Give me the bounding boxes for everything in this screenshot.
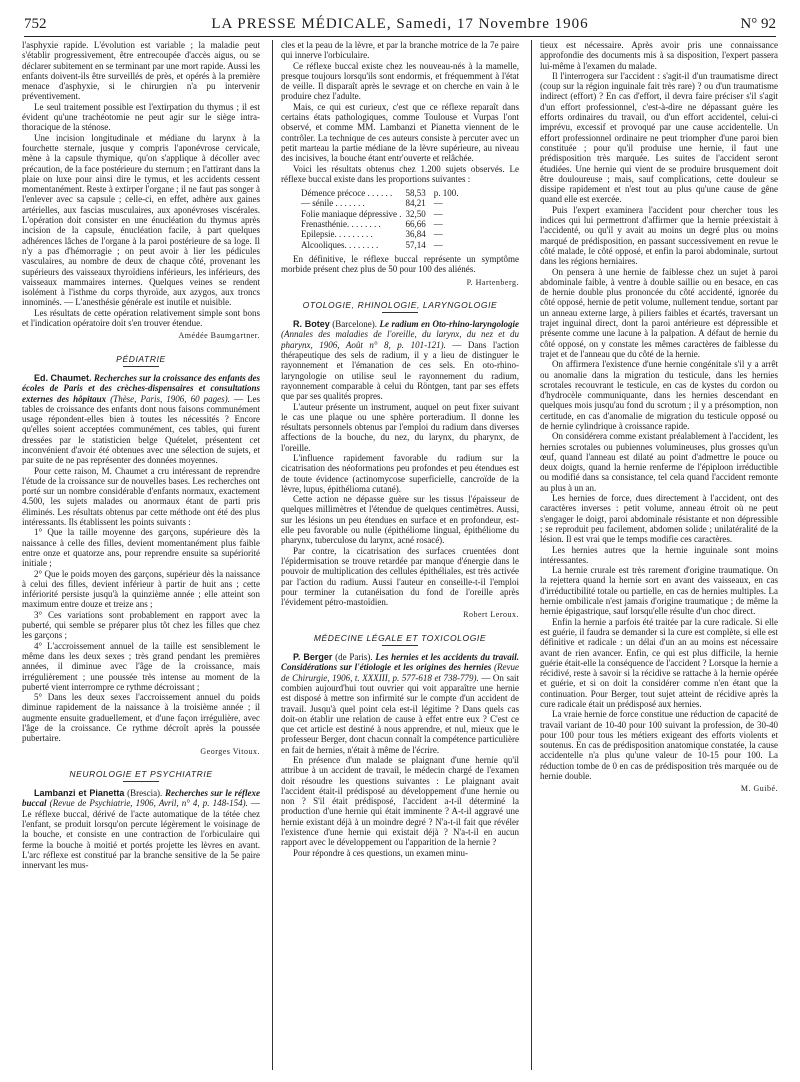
review-place: (Brescia).: [127, 788, 163, 799]
stats-label: Frenasthénie. . . . . . . .: [301, 219, 381, 230]
paragraph: Pour cette raison, M. Chaumet a cru intéressant de reprendre l'étude de la croissance sur de nouvelles bases. Les recherches ont porté sur un nombre considérable d'enfants normaux, exactement 4.500, les sujets malades ou anormaux étant de parti pris éliminés. Les résultats obtenus par cette méthode ont été des plus intéressants. Ils établissent les points suivants :: [22, 465, 260, 528]
paragraph: La hernie crurale est très rarement d'origine traumatique. On la rejettera quand la hernie sort en avant des vaisseaux, en cas d'irréductibilité totale ou partielle, en cas de hernies multiples. La hernie ombilicale n'est jamais d'origine traumatique ; de même la hernie épigastrique, sauf lorsqu'elle résulte d'un choc direct.: [540, 565, 778, 617]
review-author: Ed. Chaumet.: [34, 372, 92, 383]
stats-unit: —: [433, 198, 443, 209]
stats-value: 66,66: [405, 219, 426, 230]
review-entry: [281, 319, 519, 401]
review-source: (Annales des maladies de l'oreille, du larynx, du nez et du pharynx, 1906, Août n° 8, p. 101-121).: [281, 329, 519, 350]
paragraph: Ce réflexe buccal existe chez les nouveau-nés à la mamelle, presque toujours lorsqu'ils sont endormis, et fréquemment à l'état de veille. Il disparaît après le sevrage et on cherche en vain à le produire chez l'adulte.: [281, 60, 519, 102]
stats-row: [301, 219, 462, 229]
stats-value: 58,53: [405, 188, 426, 199]
stats-label: — sénile . . . . . . .: [301, 198, 365, 209]
review-text: — Le réflexe buccal, dérivé de l'acte automatique de la tétée chez l'enfant, se produit lorsqu'on percute légèrement le voisinage de la bouche, et consiste en une contraction de l'orbiculaire qui ferme la bouche à moitié et portés projette les lèvres en avant. L'arc réflexe est constitué par la branche sensitive de la 5e paire innervant les mus-: [22, 798, 260, 871]
column-divider: [531, 40, 532, 1070]
paragraph: La vraie hernie de force constitue une réduction de capacité de travail variant de 10-40 pour 100 suivant la profession, de 30-40 pour 100 pour tous les métiers exigeant des efforts violents et soutenus. En cas de prédisposition anatomique constatée, la cause accidentelle n'a plus qu'une valeur de 10-15 pour 100. La réduction tombe de 0 en cas de prédisposition très marquée ou de hernie double.: [540, 709, 778, 782]
page-header: [24, 14, 776, 38]
section-underline: [382, 312, 418, 313]
review-entry: [22, 788, 260, 870]
stats-label: Epilepsie. . . . . . . . .: [301, 229, 373, 240]
paragraph: Voici les résultats obtenus chez 1.200 sujets observés. Le réflexe buccal existe dans les proportions suivantes :: [281, 163, 519, 184]
section-heading-pediatrie: [22, 354, 260, 367]
column-middle: [281, 40, 519, 1076]
section-underline: [123, 781, 159, 782]
paragraph: On pensera à une hernie de faiblesse chez un sujet à paroi abdominale faible, à ventre à double saillie ou en besace, en cas de hernie double plus prononcée du côté accidenté, ignorée du côté opposé, hernie de petit volume, nullement tendue, sortant par un anneau externe large, à piliers faibles et écartés, traversant un trajet inguinal direct, dont la paroi antérieure est dépressible et présente comme une lacune à la palpation. A défaut de hernie du côté opposé, on y constate les mêmes caractères de faiblesse du trajet et de l'anneau que du côté de la hernie.: [540, 266, 778, 359]
paragraph: En présence d'un malade se plaignant d'une hernie qu'il attribue à un accident de travail, le médecin chargé de l'examen doit résoudre les questions suivantes : Le plaignant avait l'accident était-il prédisposé au développement d'une hernie ou non ? S'il était prédisposé, l'accident a-t-il déterminé la production d'une hernie qui était imminente ? A-t-il aggravé une hernie existant déjà à un moindre degré ? N'a-t-il fait que révéler l'existence d'une hernie qui existait déjà ? N'a-t-il en aucun rapport avec le développement ou l'apparition de la hernie ?: [281, 755, 519, 848]
stats-value: 32,50: [405, 208, 426, 219]
stats-unit: —: [433, 208, 443, 219]
stats-unit: —: [433, 219, 443, 230]
review-source: (Revue de Chirurgie, 1906, t. XXXIII, p. 577-618 et 738-779).: [281, 662, 519, 683]
review-source: (Revue de Psychiatrie, 1906, Avril, n° 4, p. 148-154).: [49, 798, 248, 809]
paragraph: Par contre, la cicatrisation des surfaces cruentées dont l'épidermisation se trouve retardée par manque d'énergie dans le pouvoir de multiplication des cellules épithéliales, est très activée par l'action du radium. Aussi l'auteur en conseille-t-il l'emploi pour terminer la cutanéisation du fond de l'oreille après l'évidement pétro-mastoïdien.: [281, 545, 519, 608]
page-number: 752: [24, 16, 47, 32]
review-entry: [22, 373, 260, 466]
section-heading-neurologie: [22, 769, 260, 782]
review-author: Lambanzi et Pianetta: [34, 788, 125, 799]
stats-unit: p. 100.: [433, 188, 459, 199]
paragraph: cles et la peau de la lèvre, et par la branche motrice de la 7e paire qui innerve l'orbiculaire.: [281, 40, 519, 61]
section-heading-otologie: [281, 300, 519, 313]
paragraph: L'influence rapidement favorable du radium sur la cicatrisation des néoformations peu profondes et peu étendues est de toute évidence (actinomycose superficielle, cancroïde de la lèvre, lupus, épithélioma cutané).: [281, 452, 519, 494]
review-place: (de Paris).: [335, 652, 373, 663]
section-title: OTOLOGIE, RHINOLOGIE, LARYNGOLOGIE: [302, 299, 498, 310]
section-title: PÉDIATRIE: [116, 353, 166, 364]
section-title: NEUROLOGIE ET PSYCHIATRIE: [69, 768, 213, 779]
stats-value: 57,14: [405, 239, 426, 250]
stats-label: Folie maniaque dépressive .: [301, 208, 402, 219]
paragraph: 4° L'accroissement annuel de la taille est sensiblement le même dans les deux sexes ; très grand pendant les premières années, il diminue avec l'âge de la croissance, mais irrégulièrement ; une poussée très intense au moment de la puberté vient interrompre ce rythme décroissant ;: [22, 640, 260, 692]
review-source: (Thèse, Paris, 1906, 60 pages).: [110, 393, 230, 404]
paragraph: tieux est nécessaire. Après avoir pris une connaissance approfondie des documents mis à sa disposition, l'expert passera lui-même à l'examen du malade.: [540, 40, 778, 71]
paragraph: Cette action ne dépasse guère sur les tissus l'épaisseur de quelques millimètres et l'étendue de quelques centimètres. Aussi, sur les lésions un peu étendues en surface et en profondeur, est-elle peu favorable ou nulle (épithéliome lingual, épithéliome du pharynx, tuberculose du larynx, acné rosacé).: [281, 494, 519, 546]
stats-value: 36,84: [405, 229, 426, 240]
stats-row: [301, 229, 462, 239]
author-signature: P. Hartenberg.: [466, 277, 519, 287]
review-author: P. Berger: [293, 652, 333, 663]
paragraph: Mais, ce qui est curieux, c'est que ce réflexe reparaît dans certains états pathologiques, comme Toulouse et Vurpas l'ont observé, et comme MM. Lambanzi et Pianetta viennent de le contrôler. La technique de ces auteurs consiste à percuter avec un petit marteau la partie médiane de la lèvre supérieure, au niveau des incisives, la bouche étant entr'ouverte et relâchée.: [281, 101, 519, 164]
stats-row: [301, 198, 462, 208]
paragraph: On considérera comme existant préalablement à l'accident, les hernies scrotales ou pubiennes volumineuses, plus grosses qu'un œuf, quand l'anneau est dilaté au point d'admettre le pouce ou deux doigts, quand la hernie renferme de l'épiploon irréductible ou modifié dans sa consistance, tel cela quand l'accident remonte au plus à un an.: [540, 431, 778, 493]
reflex-results-table: [301, 188, 462, 250]
stats-row: [301, 209, 462, 219]
section-heading-medecine-legale: [281, 633, 519, 646]
paragraph: 5° Dans les deux sexes l'accroissement annuel du poids diminue rapidement de la naissance à la troisième année ; il augmente ensuite graduellement, et d'une façon irrégulière, avec l'âge de la croissance. Ce rythme décroît après la poussée pubertaire.: [22, 692, 260, 744]
stats-unit: —: [433, 229, 443, 240]
stats-row: [301, 188, 462, 198]
review-place: (Barcelone).: [332, 319, 377, 330]
author-signature: Amédée Baumgartner.: [178, 331, 260, 341]
paragraph: 2° Que le poids moyen des garçons, supérieur dès la naissance à celui des filles, devient inférieur à partir de huit ans ; cette infériorité persiste jusqu'à la quinzième année ; elle atteint son maximum entre douze et treize ans ;: [22, 568, 260, 610]
paragraph: Une incision longitudinale et médiane du larynx à la fourchette sternale, jusque y compris l'aponévrose cervicale, mène à la capsule thymique, qu'on s'applique à décoller avec précaution, de la face postérieure du sternum ; en l'attirant dans la plaie on luxe pour ainsi dire le tymus, et les accidents cessent momentanément. Reste à extirper l'organe ; il ne faut pas songer à l'enlever avec sa capsule ; celle-ci, en effet, adhère aux gaines artérielles, aux fascias musculaires, aux aponévroses viscérales. L'opération doit consister en une énucléation du thymus après incision de la capsule, énucléation facile, à part quelques adhérences lâches de l'organe à la paroi postérieure de sa loge. Il n'y a pas d'hémorragie ; on peut avoir à lier les pédicules vasculaires, au nombre de deux de chaque côté, provenant les supérieurs des vaisseaux thyroïdiens inférieurs, les inférieurs, des vaisseaux mammaires internes. Quelques veines se rendent isolément à l'isthme du corps thyroïde, aux azygos, aux troncs innominés. — L'anesthésie générale est inutile et nuisible.: [22, 132, 260, 308]
column-left: [22, 40, 260, 1076]
stats-value: 84,21: [405, 198, 426, 209]
header-rule: [24, 36, 776, 37]
paragraph: Il l'interrogera sur l'accident : s'agit-il d'un traumatisme direct (coup sur la région inguinale fait très rare) ? ou d'un traumatisme indirect (effort) ? En cas d'effort, il devra faire préciser s'il s'agit d'un effort professionnel, c'est-à-dire ne dépassant guère les efforts ordinaires du travail, ou d'un effort accidentel, celui-ci imprévu, excessif et provoqué par une cause accidentelle. Un effort professionnel ordinaire ne peut triompher d'une paroi bien constituée ; pour qu'il produise une hernie, il faut une prédisposition très marquée. Les suites de l'accident seront étudiées. Une hernie qui vient de se produire brusquement doit être douloureuse ; mais, sauf complications, cette douleur se dissipe rapidement et n'est tout au plus qu'une cause de gêne quand elle est exercée.: [540, 70, 778, 205]
section-title: MÉDECINE LÉGALE ET TOXICOLOGIE: [313, 632, 487, 643]
review-title: Les hernies et les accidents du travail. Considérations sur l'étiologie et les origines des hernies: [281, 652, 519, 673]
review-text: — Dans l'action thérapeutique des sels de radium, il y a lieu de distinguer le rayonnement et l'émanation de ces sels. En oto-rhino-laryngologie on utilise seul le rayonnement du radium, rayonnement comparable à celui du Röntgen, tant par ses effets que par ses qualités propres.: [281, 339, 519, 402]
stats-unit: —: [433, 239, 443, 250]
paragraph: l'asphyxie rapide. L'évolution est variable ; la maladie peut s'établir progressivement, être entrecoupée d'accès aigus, ou se déclarer subitement en se terminant par une mort rapide. Aussi les enfants doivent-ils être surveillés de près, et opérés à la première menace d'asphyxie, si le chirurgien n'a pu intervenir préventivement.: [22, 40, 260, 102]
review-title: Le radium en Oto-rhino-laryngologie: [379, 319, 519, 330]
paragraph: 1° Que la taille moyenne des garçons, supérieure dès la naissance à celle des filles, devient momentanément plus faible entre onze et quatorze ans, pour reprendre ensuite sa supériorité initiale ;: [22, 527, 260, 569]
column-divider: [272, 40, 273, 1070]
review-text: — On sait combien aujourd'hui tout ouvrier qui voit apparaître une hernie est disposé à mettre son infirmité sur le compte d'un accident de travail. Jusqu'à quel point cela est-il légitime ? Dans quels cas doit-on établir une relation de cause à effet entre eux ? C'est ce que cet article est destiné à nous apprendre, et nul, mieux que le professeur Berger, dont chacun connaît la compétence particulière en fait de hernies, n'était à même de l'écrire.: [281, 672, 519, 755]
stats-label: Démence précoce . . . . . .: [301, 188, 393, 199]
review-text: — Les tables de croissance des enfants dont nous faisons communément usage répondent-elles bien à toutes les nécessités ? Encore qu'elles soient acceptées communément, ces tables, qui furent dressées par le statisticien belge Quételet, présentent cet inconvénient d'avoir été obtenues avec une sélection de sujets, et par suite de ne pas représenter des données moyennes.: [22, 393, 260, 466]
section-underline: [382, 645, 418, 646]
paragraph: Puis l'expert examinera l'accident pour chercher tous les indices qui lui permettront d'affirmer que la hernie préexistait à l'accidenté, ou qu'il y avait au moins un degré plus ou moins marqué de prédisposition, en passant successivement en revue le côté malade, le côté opposé, et enfin la paroi abdominale, surtout dans les régions herniaires.: [540, 204, 778, 267]
paragraph: Enfin la hernie a parfois été traitée par la cure radicale. Si elle est guérie, il faudra se demander si la cure est complète, si elle est définitive et radicale : un délai d'un an au moins est nécessaire avant de rien avancer. Enfin, ce qui est plus difficile, la hernie guérie était-elle la conséquence de l'accident ? Lorsque la hernie a récidivé, reste à savoir si la récidive se rattache à la hernie opérée et guérie, et si on doit la considérer comme n'en étant que la continuation. Pour Berger, tout sujet atteint de récidive après la cure radicale était un prédisposé aux hernies.: [540, 616, 778, 709]
paragraph: On affirmera l'existence d'une hernie congénitale s'il y a arrêt ou anomalie dans la migration du testicule, dans les hernies scrotales recouvrant le testicule, en cas de kystes du cordon ou d'hydrocèle communiquante, dans les hernies descendant en quelques mois jusqu'au fond du scrotum ; il y a présomption, non certitude, en cas d'anomalie de migration du testicule opposé ou de hernie cylindrique à croissance rapide.: [540, 359, 778, 431]
author-signature: Robert Leroux.: [463, 610, 519, 620]
author-signature: Georges Vitoux.: [200, 746, 260, 756]
author-signature: M. Guibé.: [740, 784, 778, 794]
paragraph: Les résultats de cette opération relativement simple sont bons et l'indication opératoire doit s'en trouver étendue.: [22, 307, 260, 329]
review-title: Recherches sur la croissance des enfants des écoles de Paris et des crèches-dispensaires et consultations externes des hôpitaux: [22, 372, 260, 404]
issue-number: N° 92: [740, 16, 776, 32]
paragraph: 3° Ces variations sont probablement en rapport avec la puberté, qui semble se préparer plus tôt chez les filles que chez les garçons ;: [22, 609, 260, 641]
paragraph: Le seul traitement possible est l'extirpation du thymus ; il est évident qu'une trachéotomie ne peut agir sur le siège intra-thoracique de la sténose.: [22, 101, 260, 133]
paragraph: L'auteur présente un instrument, auquel on peut fixer suivant le cas une plaque ou une sphère porteradium. Il donne les résultats personnels obtenus par l'emploi du radium dans diverses affections de la bouche, du nez, du larynx, du pharynx, de l'oreille.: [281, 401, 519, 453]
paragraph: En définitive, le réflexe buccal représente un symptôme morbide présent chez plus de 50 pour 100 des aliénés.: [281, 253, 519, 275]
stats-row: [301, 240, 462, 250]
paragraph: Les hernies de force, dues directement à l'accident, ont des caractères inverses : petit volume, anneau étroit où ne peut s'engager le doigt, paroi abdominale résistante et non dépressible ; se reproduit peu facilement, abdomen solide ; unilatéralité de la lésion. Il est vrai que le temps modifie ces caractères.: [540, 493, 778, 545]
section-underline: [123, 366, 159, 367]
review-author: R. Botey: [293, 319, 330, 330]
paragraph: Pour répondre à ces questions, un examen minu-: [293, 847, 468, 858]
stats-label: Alcooliques. . . . . . . .: [301, 239, 379, 250]
column-right: [540, 40, 778, 1076]
journal-title: LA PRESSE MÉDICALE, Samedi, 17 Novembre 1906: [211, 16, 589, 32]
review-title: Recherches sur le réflexe buccal: [22, 788, 260, 809]
review-entry: [281, 652, 519, 755]
paragraph: Les hernies autres que la hernie inguinale sont moins intéressantes.: [540, 544, 778, 565]
